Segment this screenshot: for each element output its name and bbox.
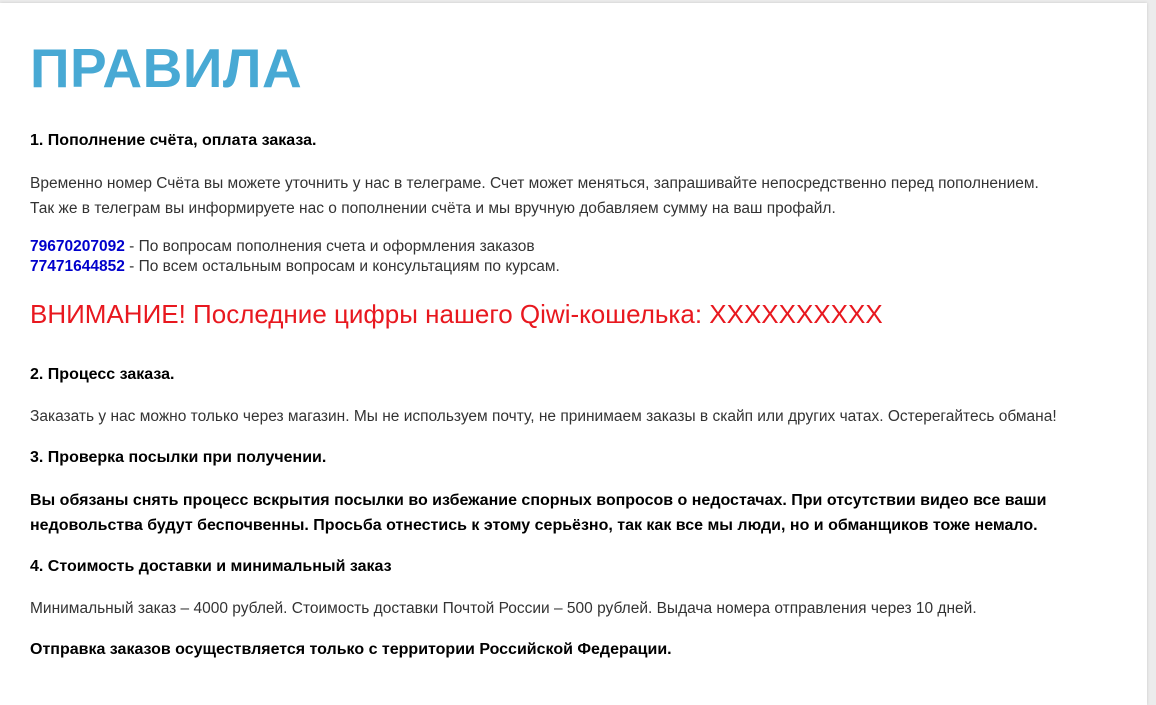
phone-link-1[interactable]: 79670207092 <box>30 238 125 255</box>
section-1-text-line-1: Временно номер Счёта вы можете уточнить у нас в телеграме. Счет может меняться, запрашивайте непосредственно перед пополнением. <box>30 175 1039 192</box>
section-1-text-line-2: Так же в телеграм вы информируете нас о пополнении счёта и мы вручную добавляем сумму на ваш профайл. <box>30 200 836 217</box>
section-3-heading: 3. Проверка посылки при получении. <box>30 449 327 466</box>
section-4-text: Минимальный заказ – 4000 рублей. Стоимость доставки Почтой России – 500 рублей. Выдача номера отправления через 10 дней. <box>30 600 977 617</box>
section-2-text: Заказать у нас можно только через магазин. Мы не используем почту, не принимаем заказы в скайп или других чатах. Остерегайтесь обмана! <box>30 408 1057 425</box>
rules-page <box>0 3 1147 705</box>
phone-link-2[interactable]: 77471644852 <box>30 258 125 275</box>
contact-line-1 <box>30 237 535 257</box>
section-3-text-line-1: Вы обязаны снять процесс вскрытия посылки во избежание спорных вопросов о недостачах. При отсутствии видео все ваши <box>30 492 1047 509</box>
section-1-heading: 1. Пополнение счёта, оплата заказа. <box>30 132 317 149</box>
attention-notice: ВНИМАНИЕ! Последние цифры нашего Qiwi-кошелька: XXXXXXXXXX <box>30 299 883 329</box>
section-4-heading: 4. Стоимость доставки и минимальный заказ <box>30 558 392 575</box>
contact-desc-1: - По вопросам пополнения счета и оформления заказов <box>124 238 535 255</box>
contact-desc-2: - По всем остальным вопросам и консультациям по курсам. <box>124 258 560 275</box>
page-title: ПРАВИЛА <box>30 37 303 99</box>
shipping-note: Отправка заказов осуществляется только с территории Российской Федерации. <box>30 641 672 658</box>
section-2-heading: 2. Процесс заказа. <box>30 366 175 383</box>
contact-line-2 <box>30 257 560 277</box>
section-3-text-line-2: недовольства будут беспочвенны. Просьба отнестись к этому серьёзно, так как все мы люди, но и обманщиков тоже немало. <box>30 517 1038 534</box>
